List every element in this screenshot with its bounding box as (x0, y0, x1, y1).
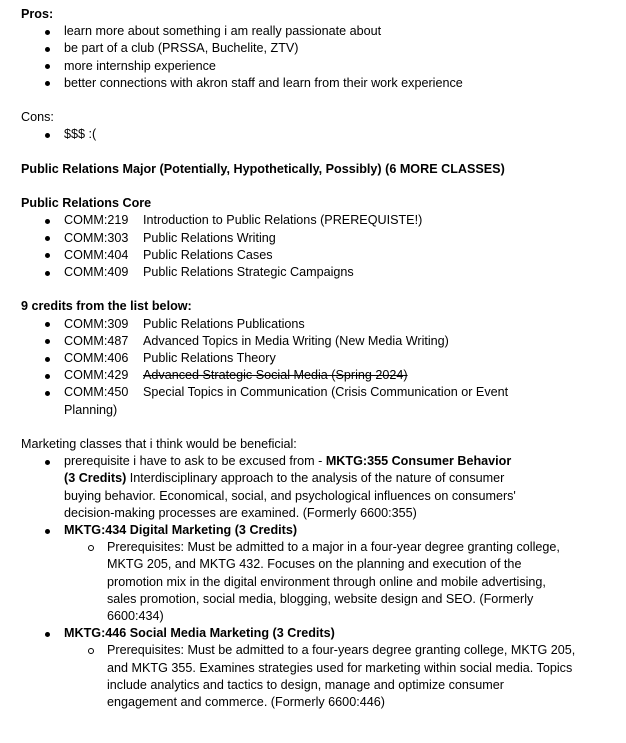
core-heading: Public Relations Core (21, 196, 152, 211)
course-item (21, 230, 617, 247)
course-title: Special Topics in Communication (Crisis Communication or Event (143, 385, 509, 400)
marketing-course: MKTG:355 Consumer Behavior (3 Credits) (64, 454, 512, 486)
elective-course-list (21, 316, 617, 419)
course-code: COMM:404 (64, 247, 129, 262)
marketing-item (21, 625, 617, 642)
course-title: Public Relations Publications (143, 316, 305, 331)
marketing-sublist (21, 539, 617, 625)
course-item-struck (21, 367, 617, 384)
course-title: Public Relations Theory (143, 351, 276, 365)
marketing-list (21, 453, 617, 539)
marketing-prefix: prerequisite i have to ask to be excused from - (64, 454, 326, 469)
course-code: COMM:219 (64, 213, 129, 228)
marketing-course: MKTG:434 Digital Marketing (3 Credits) (64, 523, 298, 538)
pros-heading: Pros: (21, 7, 54, 21)
pros-item: be part of a club (PRSSA, Buchelite, ZTV) (21, 40, 617, 57)
course-title: Public Relations Writing (143, 230, 276, 245)
marketing-item (21, 522, 617, 539)
course-item (21, 350, 617, 367)
course-title-cont: Planning) (64, 402, 118, 417)
major-title: Public Relations Major (Potentially, Hypothetically, Possibly) (6 MORE CLASSES) (21, 161, 505, 176)
marketing-desc: Interdisciplinary approach to the analysis of the nature of consumer buying behavior. Economical, social, and psychological influences on consumers' decision-making processes are examined. (Formerly 6600:355) (64, 471, 516, 520)
course-item (21, 212, 617, 229)
course-code: COMM:409 (64, 265, 129, 279)
electives-heading: 9 credits from the list below: (21, 299, 192, 314)
marketing-item (21, 453, 519, 522)
marketing-sublist-2 (21, 642, 617, 711)
cons-list (21, 126, 617, 143)
course-item (21, 384, 617, 418)
course-code: COMM:429 (64, 368, 129, 383)
cons-item: $$$ :( (21, 126, 617, 143)
pros-item: more internship experience (21, 58, 617, 75)
marketing-list-2 (21, 625, 617, 642)
course-code: COMM:406 (64, 351, 129, 365)
core-course-list (21, 212, 617, 281)
course-item (21, 316, 617, 333)
pros-list (21, 23, 617, 92)
marketing-subitem: Prerequisites: Must be admitted to a major in a four-year degree granting college, MKTG 205, and MKTG 432. Focuses on the planning and execution of the promotion mix in the digital environment through online and mobile advertising, sales promotion, social media, blogging, website design and SEO. (Formerly 6600:434) (21, 539, 561, 625)
course-code: COMM:450 (64, 385, 129, 400)
document-body[interactable] (21, 6, 617, 711)
marketing-heading: Marketing classes that i think would be beneficial: (21, 437, 297, 451)
course-title: Public Relations Cases (143, 247, 273, 262)
pros-item: learn more about something i am really passionate about (21, 23, 617, 40)
marketing-subitem: Prerequisites: Must be admitted to a four-years degree granting college, MKTG 205, and MKTG 355. Examines strategies used for marketing within social media. Topics include analytics and tactics to design, manage and optimize consumer engagement and commerce. (Formerly 6600:446) (21, 642, 577, 711)
course-code: COMM:303 (64, 230, 129, 245)
cons-heading: Cons: (21, 110, 54, 125)
pros-item: better connections with akron staff and learn from their work experience (21, 75, 617, 92)
course-item (21, 333, 617, 350)
marketing-course: MKTG:446 Social Media Marketing (3 Credits) (64, 626, 335, 641)
course-title: Advanced Strategic Social Media (Spring 2024) (143, 368, 408, 383)
course-title: Public Relations Strategic Campaigns (143, 265, 354, 279)
course-title: Introduction to Public Relations (PREREQUISTE!) (143, 213, 423, 228)
course-item (21, 264, 617, 281)
course-code: COMM:309 (64, 316, 129, 331)
course-item (21, 247, 617, 264)
course-code: COMM:487 (64, 333, 129, 348)
course-title: Advanced Topics in Media Writing (New Media Writing) (143, 333, 449, 348)
